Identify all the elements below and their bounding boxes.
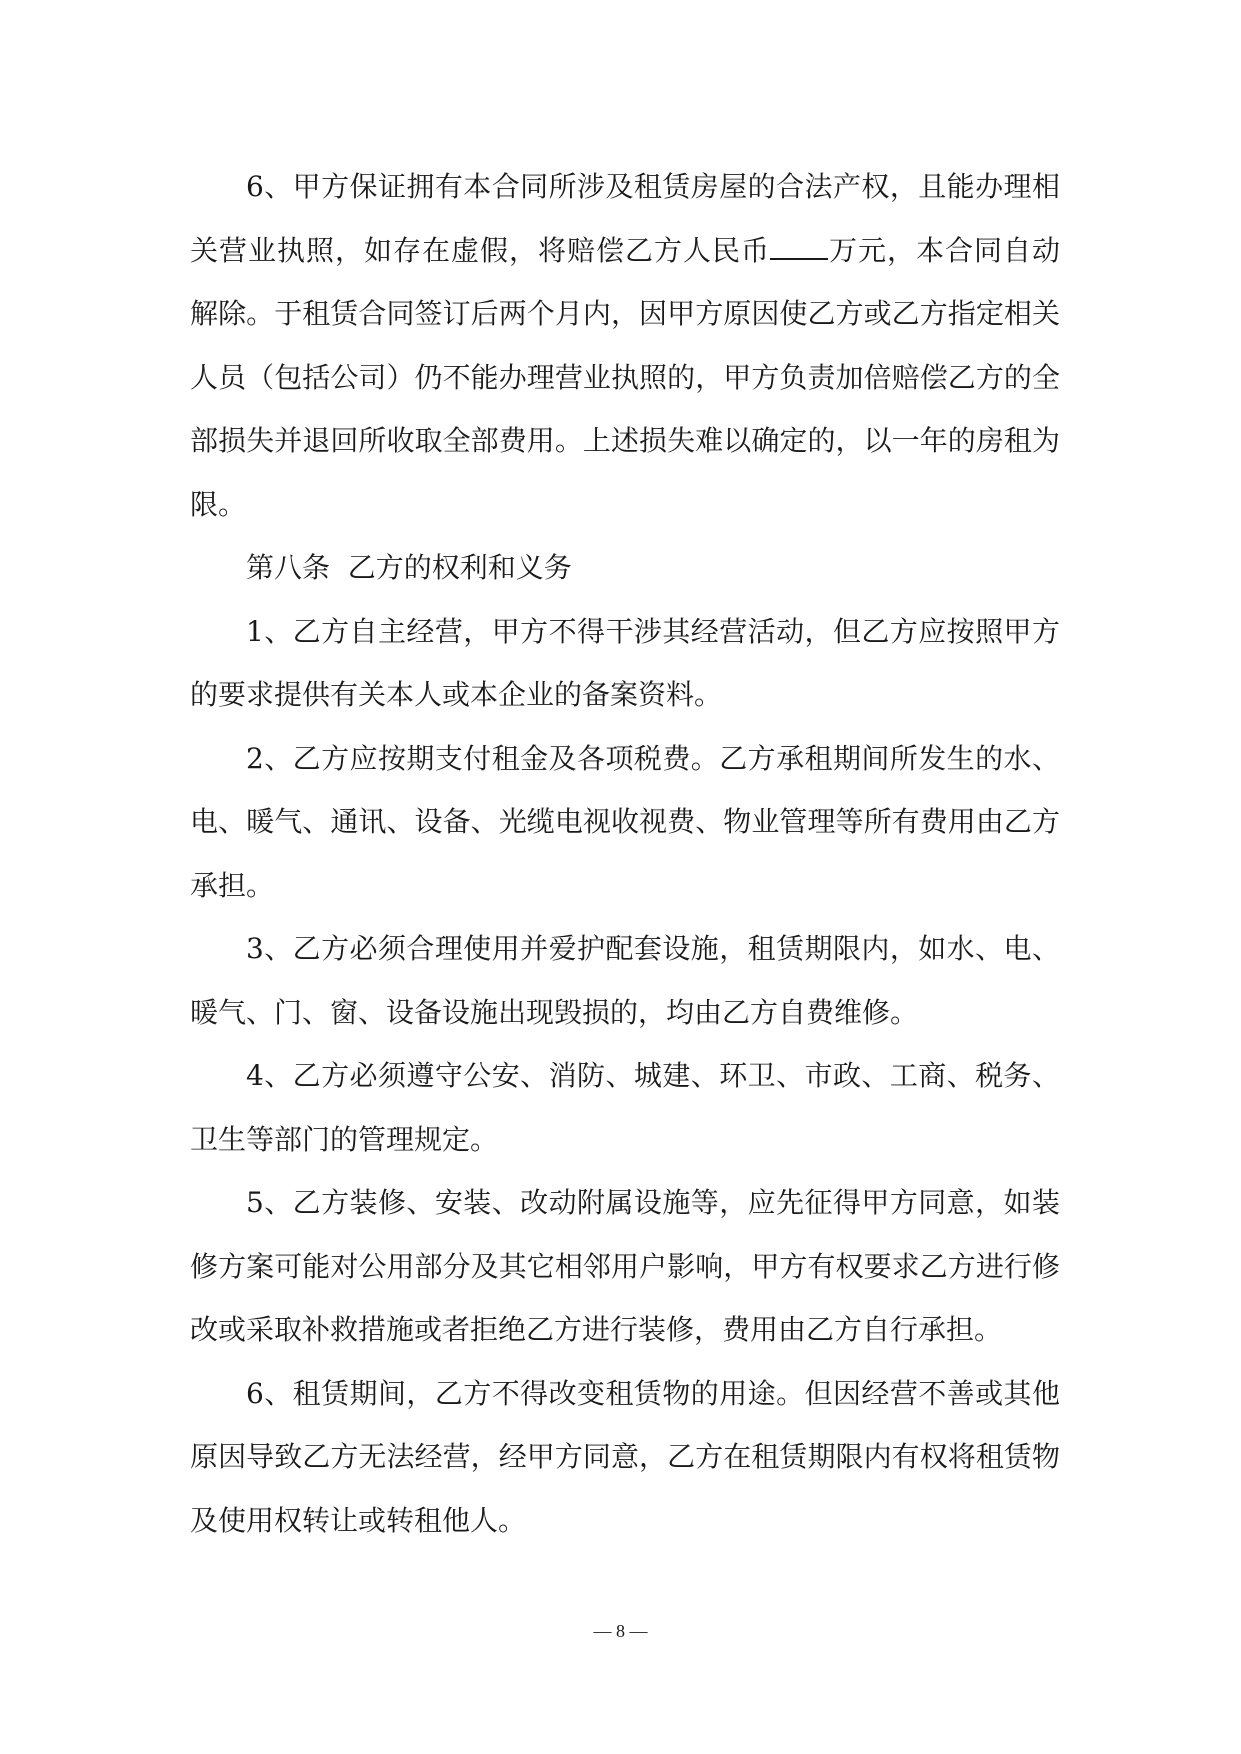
article7-item6 <box>190 155 1060 536</box>
article8-heading: 第八条 乙方的权利和义务 <box>246 551 572 584</box>
article8-item-3: 3、乙方必须合理使用并爱护配套设施，租赁期限内，如水、电、暖气、门、窗、设备设施出现毁损的，均由乙方自费维修。 <box>190 932 1060 1029</box>
article7-item6-text-a: 6、甲方保证拥有本合同所涉及租赁房屋的合法产权，且能办理相关营业执照，如存在虚假，将赔偿乙方人民币 <box>190 170 1060 267</box>
document-body <box>190 155 1060 1552</box>
article7-item6-text-b: 万元，本合同自动解除。于租赁合同签订后两个月内，因甲方原因使乙方或乙方指定相关人员（包括公司）仍不能办理营业执照的，甲方负责加倍赔偿乙方的全部损失并退回所收取全部费用。上述损失难以确定的，以一年的房租为限。 <box>190 233 1060 521</box>
amount-blank <box>770 232 828 260</box>
article8-item-1: 1、乙方自主经营，甲方不得干涉其经营活动，但乙方应按照甲方的要求提供有关本人或本企业的备案资料。 <box>190 614 1060 711</box>
article8-item-5: 5、乙方装修、安装、改动附属设施等，应先征得甲方同意，如装修方案可能对公用部分及其它相邻用户影响，甲方有权要求乙方进行修改或采取补救措施或者拒绝乙方进行装修，费用由乙方自行承担。 <box>190 1186 1060 1346</box>
article8-item-2: 2、乙方应按期支付租金及各项税费。乙方承租期间所发生的水、电、暖气、通讯、设备、光缆电视收视费、物业管理等所有费用由乙方承担。 <box>190 741 1060 902</box>
page-number: — 8 — <box>593 1621 648 1641</box>
article8-item-6: 6、租赁期间，乙方不得改变租赁物的用途。但因经营不善或其他原因导致乙方无法经营，经甲方同意，乙方在租赁期限内有权将租赁物及使用权转让或转租他人。 <box>190 1376 1060 1537</box>
article8-item-4: 4、乙方必须遵守公安、消防、城建、环卫、市政、工商、税务、卫生等部门的管理规定。 <box>190 1059 1060 1156</box>
